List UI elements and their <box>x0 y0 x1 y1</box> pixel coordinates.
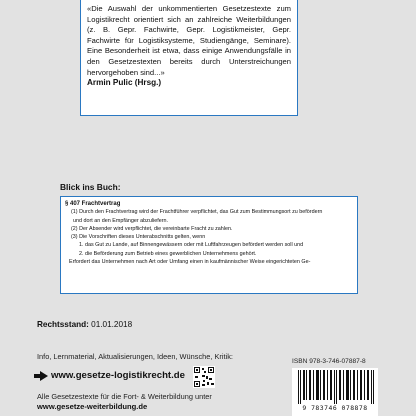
quote-author: Armin Pulic (Hrsg.) <box>87 78 162 88</box>
website-link-weiterbildung[interactable]: www.gesetze-weiterbildung.de <box>37 402 148 411</box>
barcode-digits: 9 783746 078878 <box>302 404 368 412</box>
quote-box <box>80 0 298 116</box>
excerpt-line: und dort an den Empfänger abzuliefern. <box>73 217 168 224</box>
excerpt-section-title: § 407 Frachtvertrag <box>65 201 121 207</box>
website-url[interactable]: www.gesetze-logistikrecht.de <box>51 370 185 381</box>
excerpt-line: Erfordert das Unternehmen nach Art oder Umfang einen in kaufmännischer Weise eingerichteten Ge- <box>69 259 311 266</box>
rechtsstand-label: Rechtsstand: <box>37 320 89 329</box>
rechtsstand <box>37 320 132 329</box>
qr-code <box>193 366 215 388</box>
excerpt-line: 2. die Beförderung zum Betrieb eines gewerblichen Unternehmens gehört. <box>79 250 257 257</box>
info-text: Info, Lernmaterial, Aktualisierungen, Ideen, Wünsche, Kritik: <box>37 352 233 361</box>
quote-text: «Die Auswahl der unkommentierten Gesetzestexte zum Logistikrecht orientiert sich an zahlreiche Weiterbildungen (z. B. Gepr. Fachwirte, Gepr. Logistikmeister, Gepr. Fachwirte für Logistiksysteme, Studiengänge, Seminare). Eine Besonderheit ist etwa, dass einige Anwendungsfälle in den Gesetzestexten bereits durch Unterstreichungen hervorgehoben sind...» <box>87 4 291 77</box>
barcode <box>292 368 378 416</box>
book-excerpt <box>60 196 358 294</box>
alle-gesetzestexte-text: Alle Gesetzestexte für die Fort- & Weiterbildung unter <box>37 392 212 401</box>
excerpt-line: (3) Die Vorschriften dieses Unterabschnitts gelten, wenn <box>71 234 206 241</box>
website-link-logistikrecht[interactable] <box>37 370 185 381</box>
rechtsstand-value: 01.01.2018 <box>91 320 133 329</box>
blick-ins-buch-title: Blick ins Buch: <box>60 182 121 192</box>
arrow-right-icon <box>40 371 48 381</box>
excerpt-line: (2) Der Absender wird verpflichtet, die vereinbarte Fracht zu zahlen. <box>71 225 233 232</box>
isbn-label: ISBN 978-3-746-07887-8 <box>292 358 366 365</box>
excerpt-line: (1) Durch den Frachtvertrag wird der Frachtführer verpflichtet, das Gut zum Bestimmungsort zu befördern <box>71 209 323 216</box>
barcode-icon <box>296 370 376 404</box>
excerpt-line: 1. das Gut zu Lande, auf Binnengewässern oder mit Luftfahrzeugen befördert werden soll und <box>79 242 304 249</box>
